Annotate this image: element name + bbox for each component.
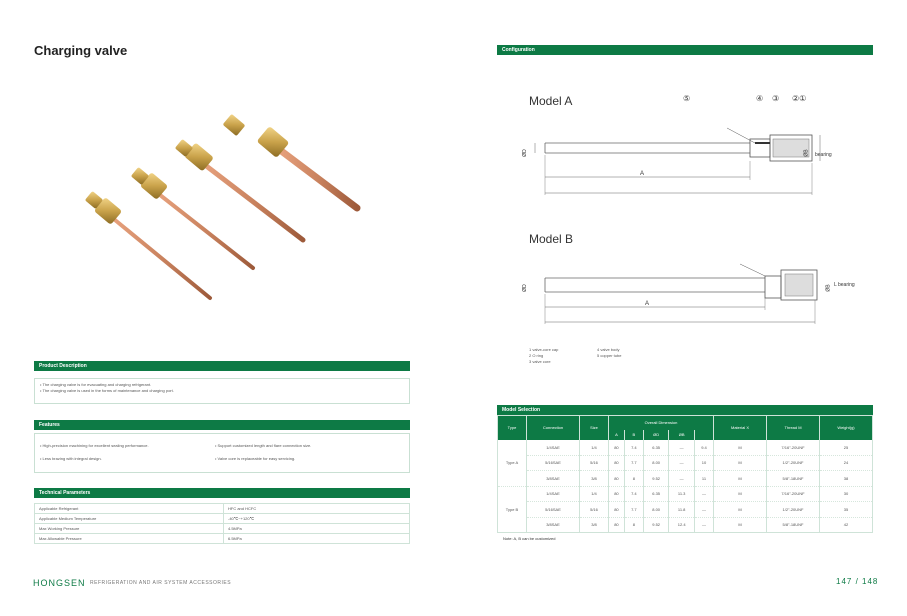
page-title: Charging valve bbox=[34, 43, 128, 58]
callout-3: ③ bbox=[772, 94, 780, 103]
page-number: 147 / 148 bbox=[836, 577, 879, 586]
param-label: Max Allowable Pressure bbox=[35, 534, 224, 544]
legend-item: 4 valve body bbox=[597, 347, 620, 352]
cell: 1/4 bbox=[580, 440, 609, 456]
cell: M bbox=[714, 486, 767, 502]
legend-col-2 bbox=[597, 347, 621, 359]
cell: M bbox=[714, 502, 767, 518]
cell: 9.52 bbox=[643, 517, 669, 533]
cell: 80 bbox=[609, 455, 625, 471]
brand-subtitle: REFRIGERATION AND AIR SYSTEM ACCESSORIES bbox=[90, 580, 232, 586]
cell: 8 bbox=[624, 471, 643, 487]
cell: 7.4 bbox=[624, 486, 643, 502]
cell: 7.7 bbox=[624, 455, 643, 471]
table-row bbox=[498, 471, 873, 487]
cell: 5/16SAE bbox=[527, 502, 580, 518]
cell: — bbox=[669, 455, 695, 471]
product-description-box bbox=[34, 378, 410, 404]
table-row bbox=[498, 455, 873, 471]
model-a-label: Model A bbox=[529, 94, 573, 108]
table-row bbox=[35, 514, 410, 524]
valve-1 bbox=[85, 191, 210, 298]
description-line: • The charging valve is for evacuating and charging refrigerant. bbox=[40, 382, 152, 387]
legend-item: 2 O ring bbox=[529, 353, 544, 358]
dim-b-label: ØB bbox=[803, 149, 810, 157]
dim-b-label: ØB bbox=[825, 284, 832, 292]
cell: 80 bbox=[609, 486, 625, 502]
cell: 5/8"-18UNF bbox=[767, 471, 820, 487]
param-value: HFC and HCFC bbox=[224, 504, 410, 514]
cell: — bbox=[694, 486, 713, 502]
cell: 8.00 bbox=[643, 455, 669, 471]
col-header: Material X bbox=[714, 416, 767, 440]
model-b-label: Model B bbox=[529, 232, 574, 246]
cell: — bbox=[694, 517, 713, 533]
cell: — bbox=[669, 471, 695, 487]
cell: 8 bbox=[624, 517, 643, 533]
cell: 6.35 bbox=[643, 440, 669, 456]
cell: M bbox=[714, 471, 767, 487]
param-value: 4.5MPa bbox=[224, 524, 410, 534]
cell: M bbox=[714, 455, 767, 471]
col-header: Size bbox=[580, 416, 609, 440]
cell: 1/2"-20UNF bbox=[767, 502, 820, 518]
col-header: Weight(g) bbox=[820, 416, 873, 440]
cell: — bbox=[694, 502, 713, 518]
cell: 11 bbox=[694, 471, 713, 487]
subcol-header: ØD bbox=[643, 430, 669, 440]
cell: 5/8"-18UNF bbox=[767, 517, 820, 533]
legend-item: 3 valve core bbox=[529, 359, 551, 364]
cell: 80 bbox=[609, 471, 625, 487]
cell: 12.4 bbox=[669, 517, 695, 533]
param-label: Applicable Medium Temperature bbox=[35, 514, 224, 524]
cell: M bbox=[714, 517, 767, 533]
cell: 5/16 bbox=[580, 502, 609, 518]
cell: 11.8 bbox=[669, 502, 695, 518]
cell: 1/2"-20UNF bbox=[767, 455, 820, 471]
cell: 7.7 bbox=[624, 502, 643, 518]
cell: 24 bbox=[820, 455, 873, 471]
param-value: 6.5MPa bbox=[224, 534, 410, 544]
table-row bbox=[35, 534, 410, 544]
configuration-header: Configuration bbox=[497, 45, 873, 55]
param-label: Max Working Pressure bbox=[35, 524, 224, 534]
bearing-label: bearing bbox=[815, 152, 832, 158]
table-row bbox=[35, 504, 410, 514]
cell: 38 bbox=[820, 471, 873, 487]
product-description-header: Product Description bbox=[34, 361, 410, 371]
technical-table bbox=[34, 503, 410, 544]
table-row bbox=[498, 440, 873, 456]
feature-item: • High-precision machining for excellent sealing performance. bbox=[40, 443, 149, 448]
model-b-drawing bbox=[515, 262, 845, 332]
description-line: • The charging valve is used in the forms of maintenance and charging port. bbox=[40, 388, 174, 393]
col-header: Thread M bbox=[767, 416, 820, 440]
legend-item: 1 valve-core cap bbox=[529, 347, 559, 352]
table-row bbox=[498, 486, 873, 502]
bearing-label: L bearing bbox=[834, 282, 855, 288]
dim-a-label: A bbox=[645, 301, 650, 307]
feature-item: • Valve core is replaceable for easy servicing. bbox=[215, 456, 296, 461]
brand-logo: HONGSEN bbox=[33, 578, 86, 588]
cell: 5/16SAE bbox=[527, 455, 580, 471]
model-a-drawing bbox=[515, 125, 845, 200]
model-selection-table bbox=[497, 415, 873, 533]
cell: 35 bbox=[820, 502, 873, 518]
cell: 6.35 bbox=[643, 486, 669, 502]
type-cell: Type B bbox=[498, 486, 527, 533]
legend-col-1 bbox=[529, 347, 558, 365]
param-value: -40℃~+120℃ bbox=[224, 514, 410, 524]
cell: M bbox=[714, 440, 767, 456]
table-note: Note: A, B can be customized bbox=[503, 536, 556, 541]
feature-item: • Less brazing with integral design. bbox=[40, 456, 102, 461]
cell: 9.52 bbox=[643, 471, 669, 487]
dim-a-label: A bbox=[640, 171, 645, 177]
type-cell: Type A bbox=[498, 440, 527, 487]
cell: 1/4 bbox=[580, 486, 609, 502]
callout-4: ④ bbox=[756, 94, 764, 103]
cell: 5/16 bbox=[580, 455, 609, 471]
cell: 3/8 bbox=[580, 517, 609, 533]
cell: 3/8SAE bbox=[527, 471, 580, 487]
model-selection-header: Model Selection bbox=[497, 405, 873, 415]
technical-header: Technical Parameters bbox=[34, 488, 410, 498]
cell: 80 bbox=[609, 517, 625, 533]
subcol-header: A bbox=[609, 430, 625, 440]
cell: 7.4 bbox=[624, 440, 643, 456]
cell: 3/8 bbox=[580, 471, 609, 487]
cell: 30 bbox=[820, 486, 873, 502]
param-label: Applicable Refrigerant bbox=[35, 504, 224, 514]
table-row bbox=[498, 517, 873, 533]
cell: 7/16"-20UNF bbox=[767, 440, 820, 456]
subcol-header: B bbox=[624, 430, 643, 440]
cell: 1/4SAE bbox=[527, 440, 580, 456]
features-box bbox=[34, 433, 410, 473]
dim-d-label: ØD bbox=[521, 284, 528, 292]
cell: 3/8SAE bbox=[527, 517, 580, 533]
cell: — bbox=[669, 440, 695, 456]
cell: 80 bbox=[609, 502, 625, 518]
table-row bbox=[498, 502, 873, 518]
cell: 80 bbox=[609, 440, 625, 456]
features-header: Features bbox=[34, 420, 410, 430]
col-header: Overall Dimension bbox=[609, 416, 714, 430]
dim-d-label: ØD bbox=[521, 149, 528, 157]
subcol-header: ØB bbox=[669, 430, 695, 440]
legend-item: 5 copper tube bbox=[597, 353, 622, 358]
cell: 8.00 bbox=[643, 502, 669, 518]
cell: 42 bbox=[820, 517, 873, 533]
cell: 9.4 bbox=[694, 440, 713, 456]
feature-item: • Support customized length and flare connection size. bbox=[215, 443, 312, 448]
table-row bbox=[35, 524, 410, 534]
cell: 1/4SAE bbox=[527, 486, 580, 502]
cell: 11.3 bbox=[669, 486, 695, 502]
callout-5: ⑤ bbox=[683, 94, 691, 103]
callout-2-1: ②① bbox=[792, 94, 807, 103]
col-header: Connection bbox=[527, 416, 580, 440]
cell: 10 bbox=[694, 455, 713, 471]
valve-2 bbox=[131, 167, 253, 268]
cell: 7/16"-20UNF bbox=[767, 486, 820, 502]
cell: 25 bbox=[820, 440, 873, 456]
product-photo bbox=[75, 110, 375, 310]
col-header: Type bbox=[498, 416, 527, 440]
